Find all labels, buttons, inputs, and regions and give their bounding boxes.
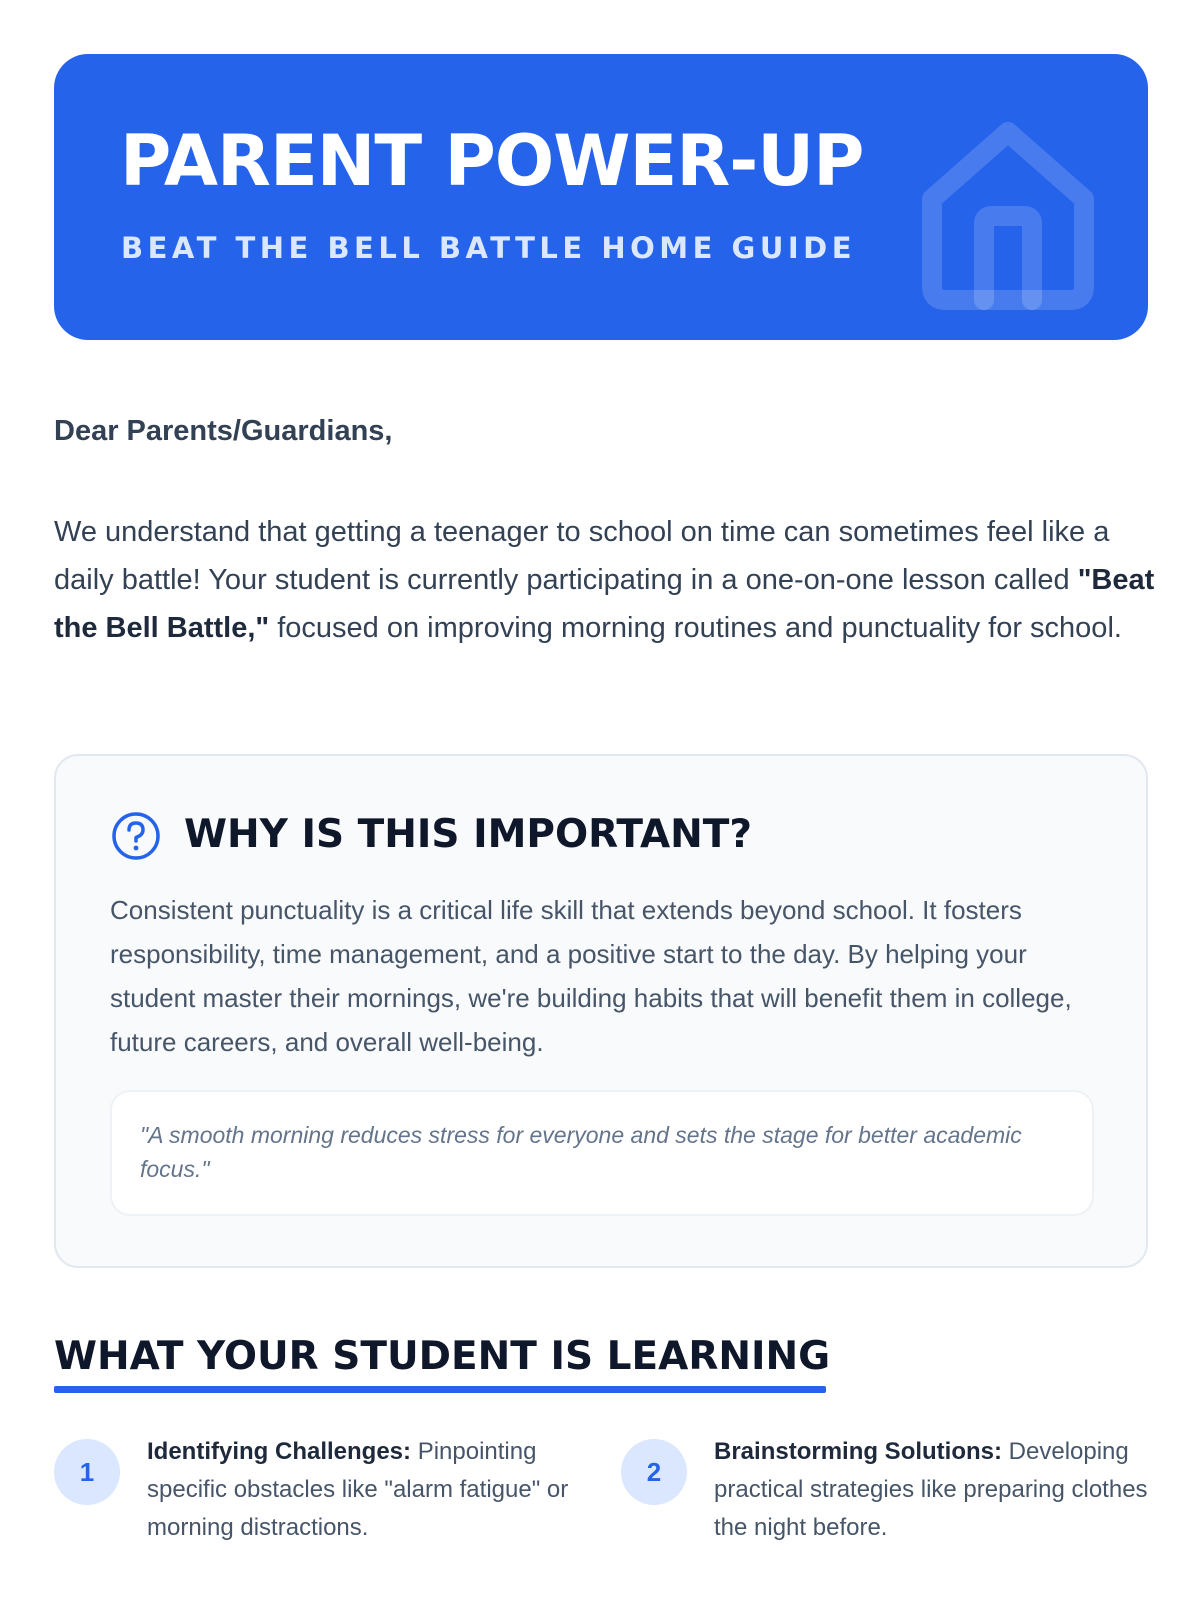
why-important-card xyxy=(54,754,1148,1268)
why-important-text: Consistent punctuality is a critical life skill that extends beyond school. It fosters responsibility, time management, and a positive start to the day. By helping your student master their mornings, we're building habits that will benefit them in college, future careers, and overall well-being. xyxy=(110,895,1072,1057)
step-number-badge: 1 xyxy=(54,1439,120,1505)
step-number-badge: 2 xyxy=(621,1439,687,1505)
pull-quote: "A smooth morning reduces stress for everyone and sets the stage for better academic focus." xyxy=(110,1090,1094,1216)
learning-heading: WHAT YOUR STUDENT IS LEARNING xyxy=(54,1334,831,1379)
step-heading: Identifying Challenges: xyxy=(147,1438,412,1465)
question-circle-icon xyxy=(110,810,162,862)
step-description: Developing practical strategies like preparing clothes the night before. xyxy=(714,1438,1148,1541)
intro-paragraph xyxy=(54,508,1164,652)
header-banner xyxy=(54,54,1148,340)
learning-step xyxy=(714,1433,1154,1547)
step-description: Pinpointing specific obstacles like "alarm fatigue" or morning distractions. xyxy=(147,1438,569,1541)
step-heading: Brainstorming Solutions: xyxy=(714,1438,1002,1465)
intro-text-end: focused on improving morning routines and punctuality for school. xyxy=(269,612,1122,644)
page-subtitle: BEAT THE BELL BATTLE HOME GUIDE xyxy=(121,231,857,265)
lesson-name: "Beat the Bell Battle," xyxy=(54,564,1155,644)
letter-greeting: Dear Parents/Guardians, xyxy=(54,415,393,447)
learning-step xyxy=(147,1433,587,1547)
page-title: PARENT POWER-UP xyxy=(120,120,864,202)
why-important-heading: WHY IS THIS IMPORTANT? xyxy=(184,812,753,857)
home-icon xyxy=(884,114,1104,314)
intro-text-start: We understand that getting a teenager to school on time can sometimes feel like a daily battle! Your student is currently participating in a one-on-one lesson called xyxy=(54,516,1110,596)
heading-underline xyxy=(54,1386,826,1393)
